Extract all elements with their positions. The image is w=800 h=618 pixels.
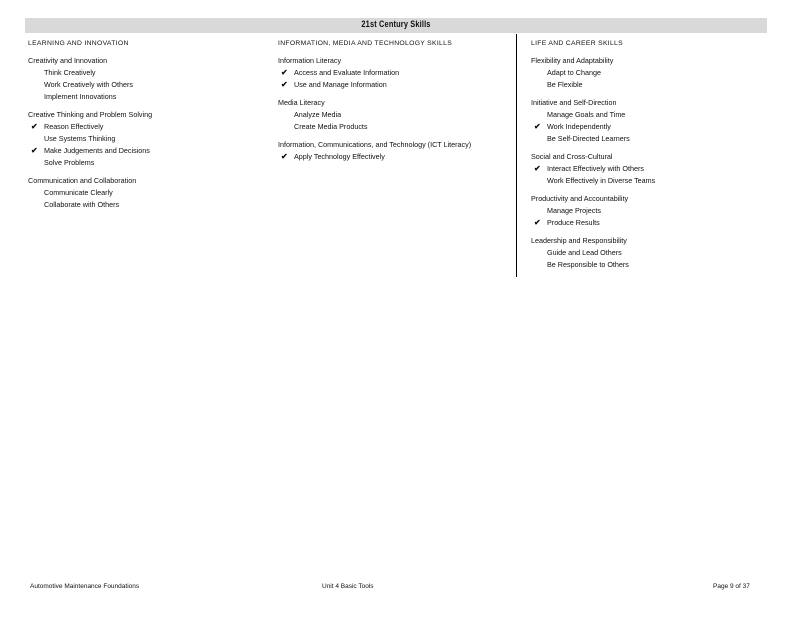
- skill-item-label: Adapt to Change: [547, 68, 601, 77]
- skill-item-label: Be Flexible: [547, 80, 583, 89]
- skill-item: [278, 121, 508, 133]
- skill-item-label: Work Creatively with Others: [44, 80, 133, 89]
- skill-item: [278, 151, 508, 163]
- skill-item: [531, 175, 767, 187]
- skill-category: Productivity and Accountability: [531, 194, 629, 203]
- skill-item: [28, 91, 268, 103]
- skill-item-label: Reason Effectively: [44, 122, 104, 131]
- skill-item: [28, 187, 268, 199]
- checkmark-icon: ✔: [281, 68, 288, 77]
- skill-group: [28, 175, 268, 211]
- skill-item-label: Think Creatively: [44, 68, 96, 77]
- skill-item: [28, 133, 268, 145]
- skill-item-label: Collaborate with Others: [44, 200, 120, 209]
- skill-item-label: Communicate Clearly: [44, 188, 113, 197]
- skill-item-label: Use and Manage Information: [294, 80, 387, 89]
- skill-item: [531, 79, 767, 91]
- skill-item-label: Guide and Lead Others: [547, 248, 622, 257]
- skill-group: [28, 55, 268, 103]
- skill-item: [28, 121, 268, 133]
- skill-item: [531, 247, 767, 259]
- skill-item-label: Apply Technology Effectively: [294, 152, 385, 161]
- checkmark-icon: ✔: [31, 122, 38, 131]
- skill-item-label: Produce Results: [547, 218, 600, 227]
- checkmark-icon: ✔: [31, 146, 38, 155]
- skill-item: [531, 205, 767, 217]
- checkmark-icon: ✔: [534, 122, 541, 131]
- column-life-career: [531, 38, 767, 277]
- skill-item-label: Make Judgements and Decisions: [44, 146, 150, 155]
- skill-group: [531, 55, 767, 91]
- skill-item: [531, 109, 767, 121]
- skill-category: Social and Cross-Cultural: [531, 152, 613, 161]
- skill-group: [531, 151, 767, 187]
- skill-group: [531, 97, 767, 145]
- skill-group: [278, 139, 508, 163]
- skill-item: [531, 163, 767, 175]
- skill-item-label: Use Systems Thinking: [44, 134, 116, 143]
- column-heading: LIFE AND CAREER SKILLS: [531, 40, 623, 47]
- skill-item-label: Work Independently: [547, 122, 611, 131]
- skill-item-label: Solve Problems: [44, 158, 95, 167]
- column-learning: [28, 38, 268, 217]
- skill-category: Flexibility and Adaptability: [531, 56, 614, 65]
- column-information: [278, 38, 508, 169]
- column-heading: LEARNING AND INNOVATION: [28, 40, 129, 47]
- footer-unit: Unit 4 Basic Tools: [322, 583, 374, 590]
- skill-category: Information, Communications, and Technology (ICT Literacy): [278, 140, 472, 149]
- skill-item-label: Interact Effectively with Others: [547, 164, 644, 173]
- skill-item-label: Be Self-Directed Learners: [547, 134, 630, 143]
- skill-item: [531, 67, 767, 79]
- skill-item: [278, 109, 508, 121]
- skill-category: Communication and Collaboration: [28, 176, 137, 185]
- checkmark-icon: ✔: [534, 218, 541, 227]
- skill-item: [28, 199, 268, 211]
- skill-item-label: Implement Innovations: [44, 92, 117, 101]
- skill-item: [531, 133, 767, 145]
- column-divider: [516, 34, 517, 277]
- skill-item-label: Manage Projects: [547, 206, 601, 215]
- skill-item: [28, 157, 268, 169]
- skill-item-label: Be Responsible to Others: [547, 260, 629, 269]
- skill-item: [531, 259, 767, 271]
- skill-item-label: Work Effectively in Diverse Teams: [547, 176, 656, 185]
- skill-category: Information Literacy: [278, 56, 342, 65]
- skill-group: [531, 235, 767, 271]
- skill-item: [531, 217, 767, 229]
- checkmark-icon: ✔: [281, 80, 288, 89]
- page-title: 21st Century Skills: [361, 19, 431, 29]
- skill-item: [278, 67, 508, 79]
- skill-item-label: Create Media Products: [294, 122, 368, 131]
- checkmark-icon: ✔: [534, 164, 541, 173]
- checkmark-icon: ✔: [281, 152, 288, 161]
- skill-category: Media Literacy: [278, 98, 325, 107]
- skill-group: [531, 193, 767, 229]
- skill-item: [28, 145, 268, 157]
- skill-group: [278, 55, 508, 91]
- skill-group: [278, 97, 508, 133]
- skill-item-label: Manage Goals and Time: [547, 110, 626, 119]
- skill-category: Creativity and Innovation: [28, 56, 108, 65]
- skill-item: [531, 121, 767, 133]
- skill-category: Initiative and Self-Direction: [531, 98, 617, 107]
- skill-item: [28, 79, 268, 91]
- title-bar: [25, 18, 767, 33]
- column-heading: INFORMATION, MEDIA AND TECHNOLOGY SKILLS: [278, 40, 453, 47]
- skill-group: [28, 109, 268, 169]
- footer-page: Page 9 of 37: [713, 583, 750, 590]
- skill-category: Leadership and Responsibility: [531, 236, 627, 245]
- skill-item-label: Access and Evaluate Information: [294, 68, 400, 77]
- skill-item-label: Analyze Media: [294, 110, 342, 119]
- skill-item: [28, 67, 268, 79]
- skill-category: Creative Thinking and Problem Solving: [28, 110, 153, 119]
- skill-item: [278, 79, 508, 91]
- footer-course: Automotive Maintenance Foundations: [30, 583, 140, 590]
